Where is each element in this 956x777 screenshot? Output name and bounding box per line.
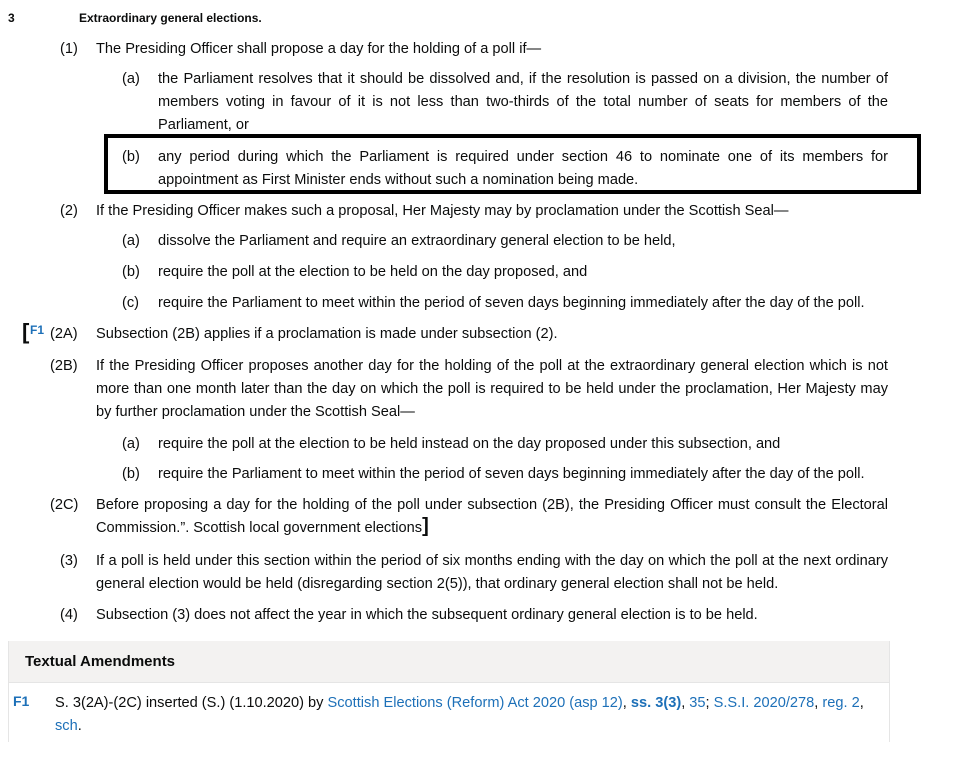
para-text: If the Presiding Officer proposes another day for the holding of the poll at the extraordinary general election which is not more than one month later than the day on which the poll is required to be held under the proclamation, Her Majesty may by further proclamation under the Scottish Seal—	[96, 358, 888, 420]
para-text: If a poll is held under this section within the period of six months ending with the day on which the poll at the next ordinary general election would be held (disregarding section 2(5)), that ordinary general election shall not be held.	[96, 553, 888, 592]
amendment-text: ,	[814, 695, 823, 711]
subpara-number: (b)	[122, 466, 140, 482]
section-link[interactable]: ss. 3(3)	[630, 695, 682, 711]
amendment-text: ;	[705, 695, 714, 711]
para-number: (2)	[60, 203, 78, 219]
subpara-text: require the Parliament to meet within the period of seven days beginning immediately after the day of the poll.	[158, 295, 865, 311]
textual-amendments-heading: Textual Amendments	[25, 653, 176, 670]
amendment-text: .	[77, 718, 82, 734]
para-text: Subsection (3) does not affect the year in which the subsequent ordinary general election is to be held.	[96, 607, 758, 623]
amendment-text: ,	[622, 695, 631, 711]
para-text: If the Presiding Officer makes such a proposal, Her Majesty may by proclamation under the Scottish Seal—	[96, 203, 789, 219]
subpara-text: any period during which the Parliament is required under section 46 to nominate one of its members for appointment as First Minister ends without such a nomination being made.	[158, 149, 888, 188]
amendment-text: ,	[681, 695, 690, 711]
amendment-note	[55, 692, 885, 738]
amendment-open-bracket: [	[22, 319, 30, 344]
amendment-ref-label[interactable]: F1	[13, 693, 30, 709]
subpara-number: (b)	[122, 264, 140, 280]
para-number: (2B)	[50, 358, 78, 374]
subpara-text: dissolve the Parliament and require an extraordinary general election to be held,	[158, 233, 676, 249]
schedule-link[interactable]: sch	[55, 718, 78, 734]
para-2c-text: Before proposing a day for the holding of the poll under subsection (2B), the Presiding Officer must consult the Electoral Commission.”. Scottish local government elections	[96, 497, 888, 536]
footnote-ref-link[interactable]: F1	[30, 323, 45, 337]
subpara-number: (a)	[122, 233, 140, 249]
subpara-number: (a)	[122, 71, 140, 87]
subpara-text: require the Parliament to meet within the period of seven days beginning immediately after the day of the poll.	[158, 466, 865, 482]
textual-amendments-header	[9, 641, 889, 683]
para-number: (2C)	[50, 497, 79, 513]
subpara-text: require the poll at the election to be held on the day proposed, and	[158, 264, 588, 280]
ssi-link[interactable]: S.S.I. 2020/278	[713, 695, 815, 711]
para-number: (4)	[60, 607, 78, 623]
amendment-text: S. 3(2A)-(2C) inserted (S.) (1.10.2020) by	[55, 695, 328, 711]
subpara-number: (a)	[122, 436, 140, 452]
subpara-number: (c)	[122, 295, 140, 311]
regulation-link[interactable]: reg. 2	[822, 695, 860, 711]
subpara-number: (b)	[122, 149, 140, 165]
section-title: Extraordinary general elections.	[79, 11, 262, 25]
amendment-text: ,	[859, 695, 864, 711]
para-number: (1)	[60, 41, 78, 57]
amendment-close-bracket: ]	[422, 515, 429, 537]
act-link[interactable]: Scottish Elections (Reform) Act 2020 (asp 12)	[327, 695, 623, 711]
section-number: 3	[8, 11, 15, 25]
para-number: (2A)	[50, 326, 78, 342]
para-number: (3)	[60, 553, 78, 569]
subpara-text: the Parliament resolves that it should be dissolved and, if the resolution is passed on a division, the number of members voting in favour of it is not less than two-thirds of the total number of seats for members of the Parliament, or	[158, 71, 888, 133]
section-35-link[interactable]: 35	[689, 695, 706, 711]
para-text: Subsection (2B) applies if a proclamation is made under subsection (2).	[96, 326, 558, 342]
subpara-text: require the poll at the election to be held instead on the day proposed under this subsection, and	[158, 436, 781, 452]
textual-amendments-panel	[8, 641, 890, 742]
para-text: The Presiding Officer shall propose a day for the holding of a poll if—	[96, 41, 542, 57]
para-text	[96, 494, 888, 540]
